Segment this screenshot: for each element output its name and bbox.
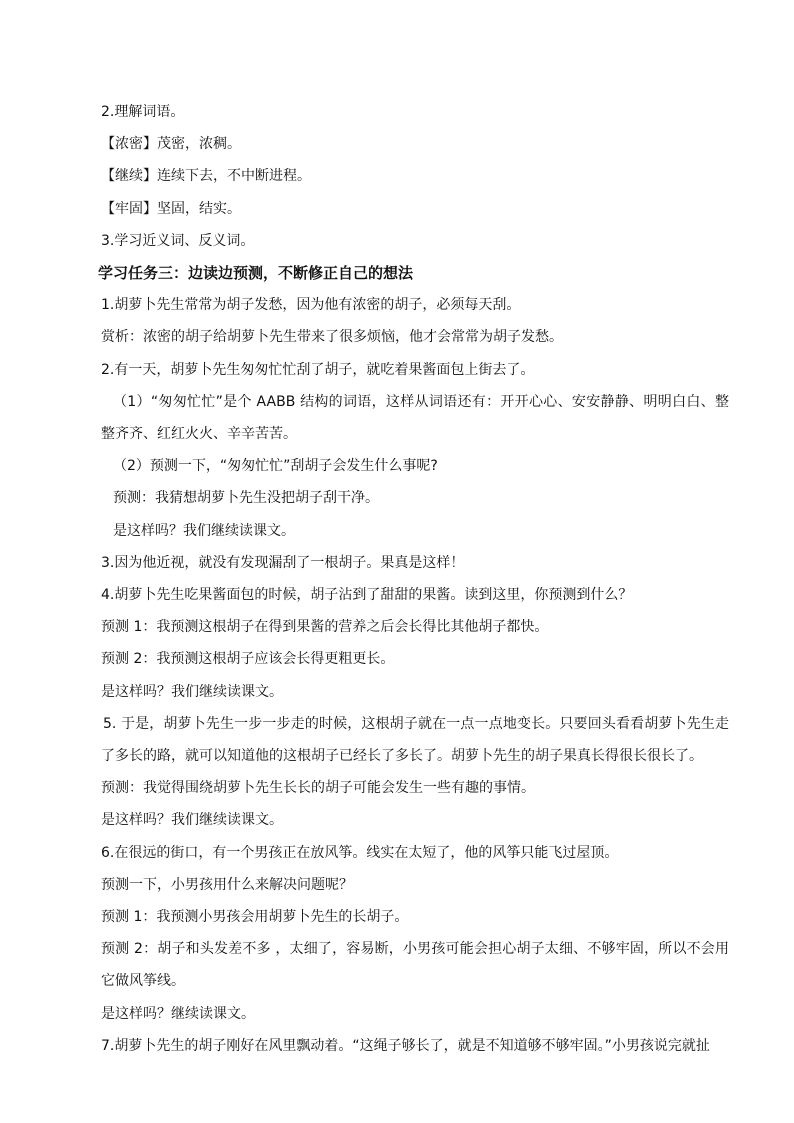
- continue-reading-4: 是这样吗？继续读课文。: [101, 1005, 255, 1022]
- vocab-item-laogu: 【牢固】坚固，结实。: [101, 200, 241, 217]
- prediction-6-1: 预测 1：我预测小男孩会用胡萝卜先生的长胡子。: [101, 909, 409, 926]
- section-title-synonyms-antonyms: 3.学习近义词、反义词。: [101, 232, 255, 249]
- prediction-4-1: 预测 1：我预测这根胡子在得到果酱的营养之后会长得比其他胡子都快。: [101, 619, 549, 636]
- prediction-question-6: 预测一下，小男孩用什么来解决问题呢？: [101, 876, 353, 893]
- continue-reading-1: 是这样吗？我们继续读课文。: [113, 522, 295, 539]
- analysis-1: 赏析：浓密的胡子给胡萝卜先生带来了很多烦恼，他才会常常为胡子发愁。: [101, 329, 563, 346]
- prediction-6-2: 预测 2：胡子和头发差不多 ，太细了，容易断，小男孩可能会担心胡子太细、不够牢固，所以不会用它做风筝线。: [101, 941, 729, 990]
- paragraph-1: 1.胡萝卜先生常常为胡子发愁，因为他有浓密的胡子，必须每天刮。: [101, 297, 521, 314]
- prediction-question-2: （2）预测一下，“匆匆忙忙”刮胡子会发生什么事呢?: [113, 458, 438, 475]
- section-title-understand-words: 2.理解词语。: [101, 104, 185, 120]
- task-three-heading: 学习任务三：边读边预测，不断修正自己的想法: [98, 264, 414, 283]
- paragraph-3: 3.因为他近视，就没有发现漏刮了一根胡子。果真是这样！: [101, 554, 465, 571]
- continue-reading-3: 是这样吗？我们继续读课文。: [101, 812, 283, 829]
- paragraph-4: 4.胡萝卜先生吃果酱面包的时候，胡子沾到了甜甜的果酱。读到这里，你预测到什么？: [101, 587, 633, 604]
- prediction-4-2: 预测 2：我预测这根胡子应该会长得更粗更长。: [101, 651, 395, 668]
- continue-reading-2: 是这样吗？我们继续读课文。: [101, 683, 283, 700]
- paragraph-6: 6.在很远的街口，有一个男孩正在放风筝。线实在太短了，他的风筝只能飞过屋顶。: [101, 844, 619, 861]
- paragraph-7: 7.胡萝卜先生的胡子刚好在风里飘动着。“这绳子够长了，就是不知道够不够牢固。”小男孩说完就扯: [101, 1037, 710, 1054]
- paragraph-2: 2.有一天，胡萝卜先生匆匆忙忙刮了胡子，就吃着果酱面包上街去了。: [101, 361, 535, 378]
- document-body: [98, 96, 729, 1062]
- word-structure-note: （1）“匆匆忙忙”是个 AABB 结构的词语，这样从词语还有：开开心心、安安静静、明明白白、整整齐齐、红红火火、辛辛苦苦。: [101, 393, 729, 443]
- prediction-5: 预测：我觉得围绕胡萝卜先生长长的胡子可能会发生一些有趣的事情。: [101, 780, 535, 797]
- vocab-item-nongmi: 【浓密】茂密，浓稠。: [101, 136, 241, 153]
- prediction-answer-2: 预测：我猜想胡萝卜先生没把胡子刮干净。: [113, 490, 379, 507]
- vocab-item-jixu: 【继续】连续下去，不中断进程。: [101, 168, 311, 185]
- paragraph-5: 5. 于是，胡萝卜先生一步一步走的时候，这根胡子就在一点一点地变长。只要回头看看胡萝卜先生走了多长的路，就可以知道他的这根胡子已经长了多长了。胡萝卜先生的胡子果真长得很长很长了。: [101, 715, 729, 765]
